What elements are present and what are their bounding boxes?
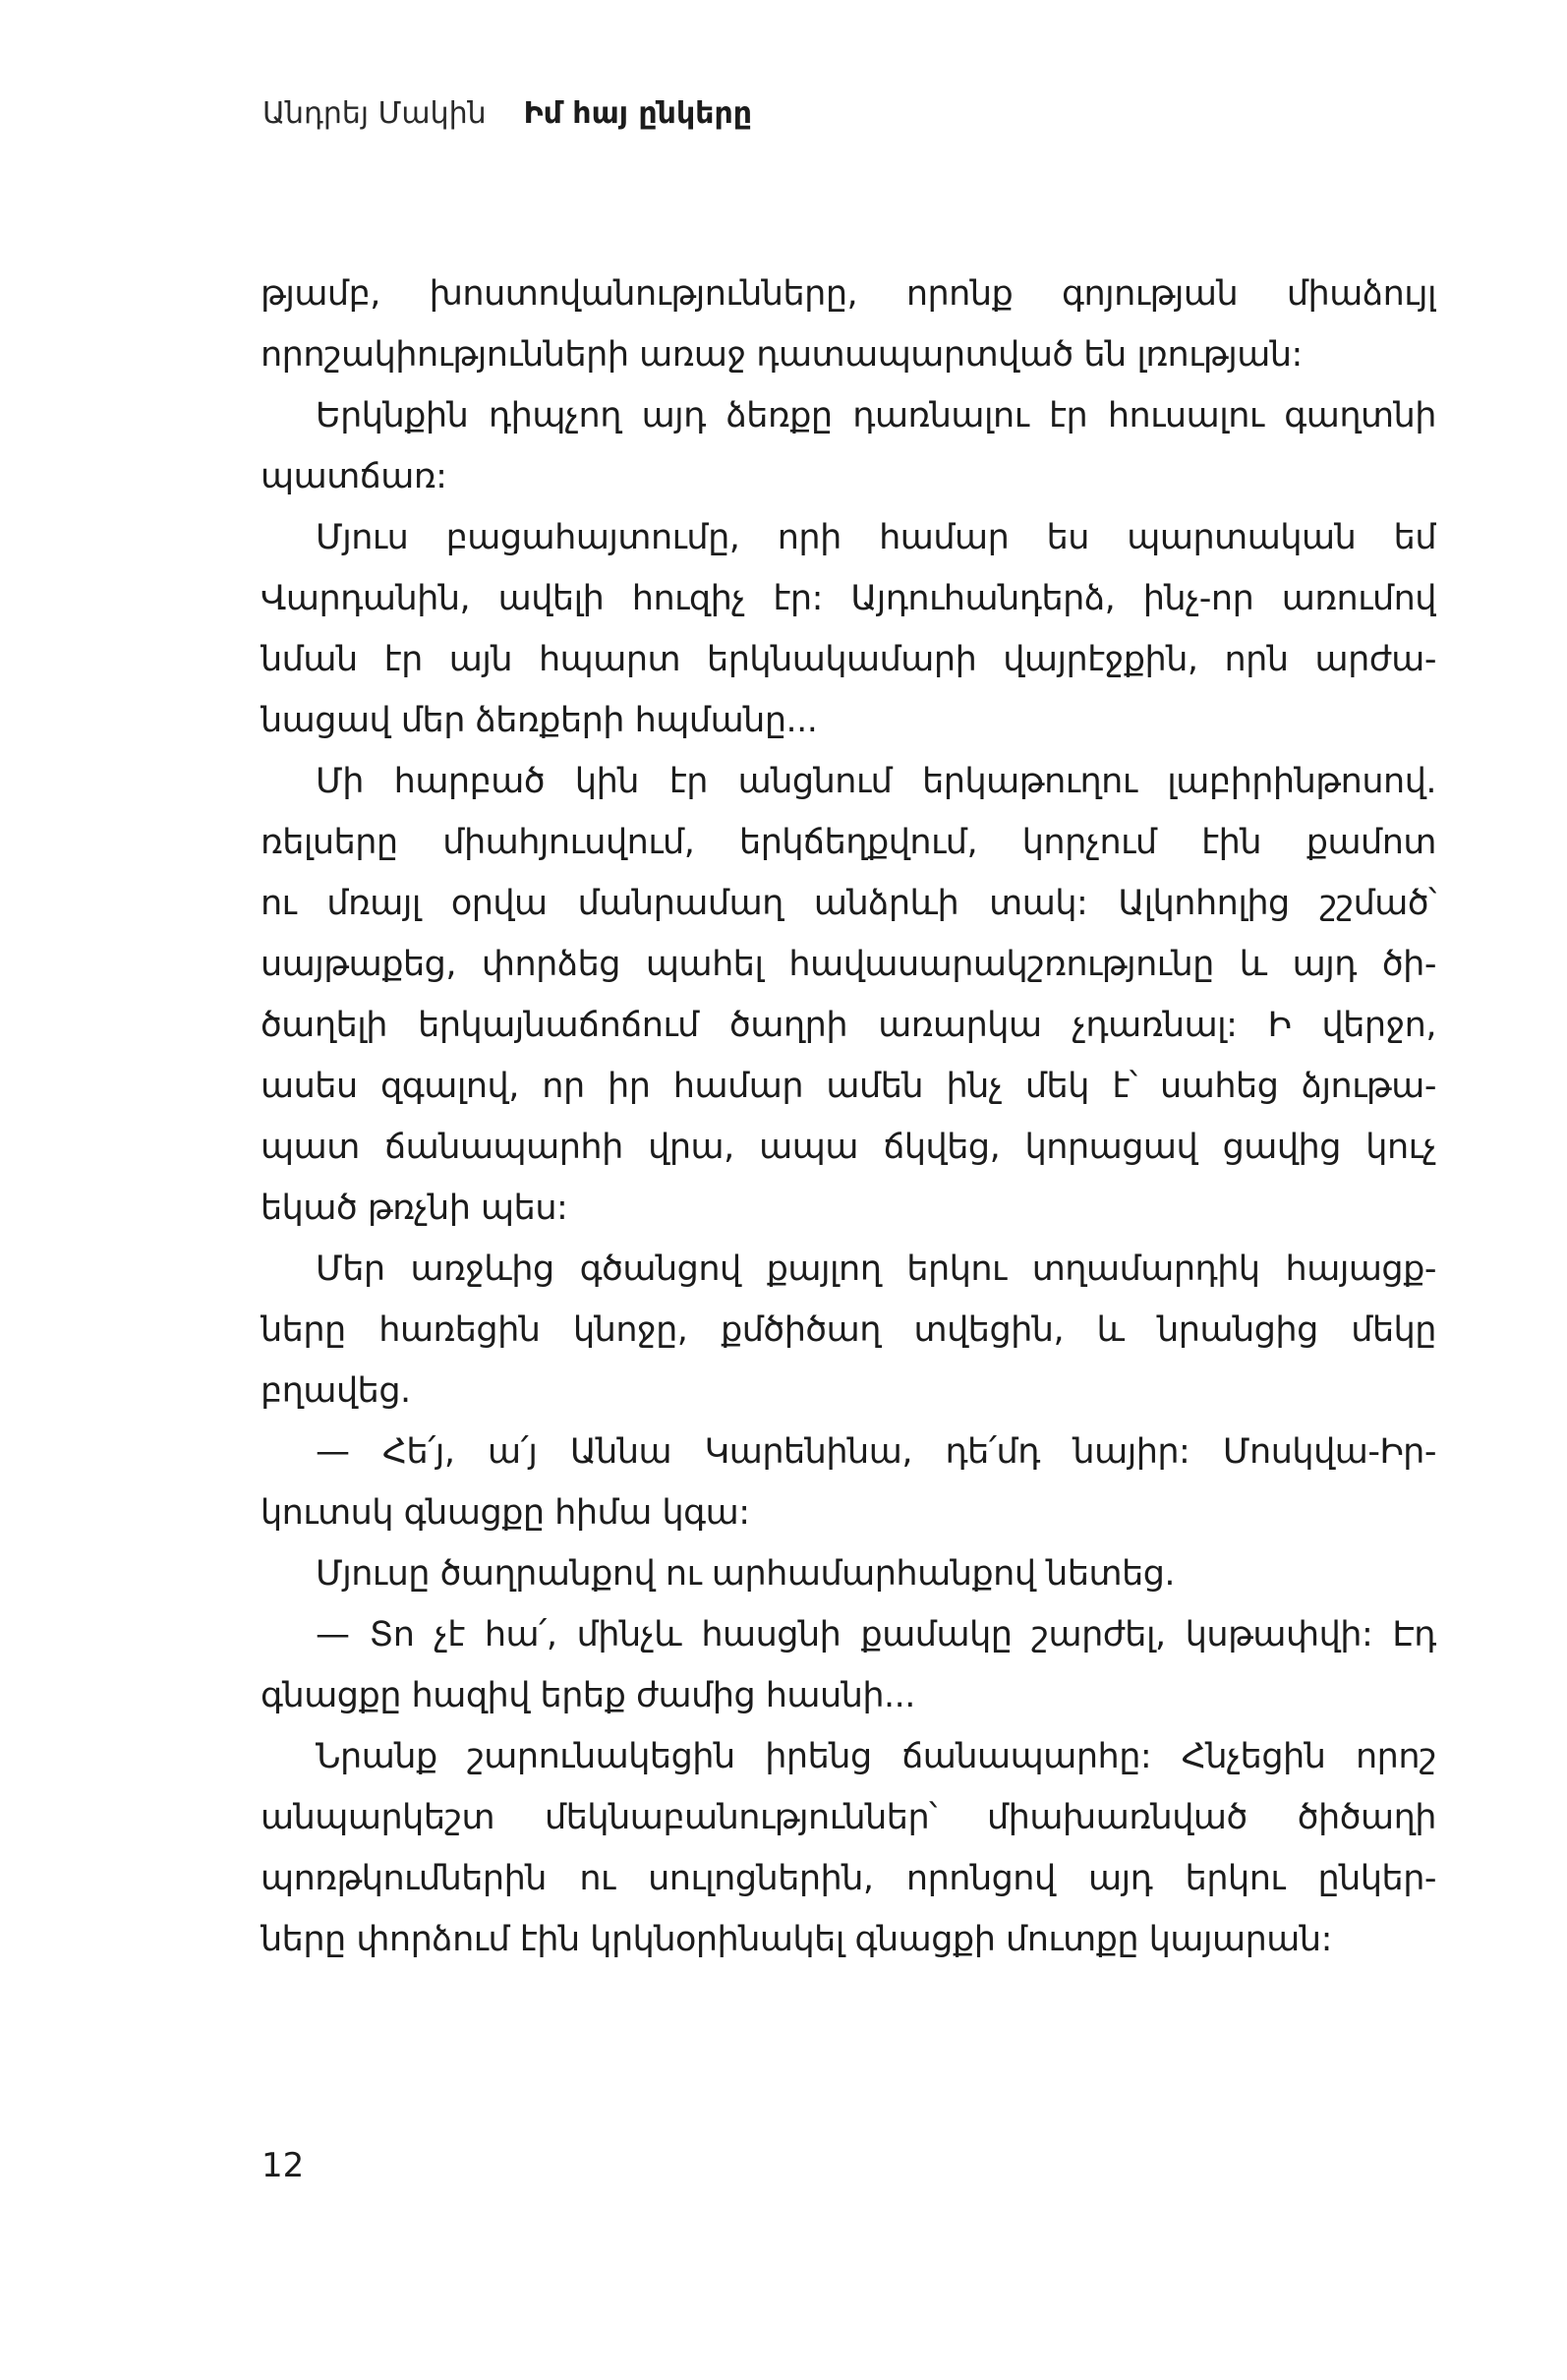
running-header <box>262 96 752 131</box>
text-line: անպարկեշտ մեկնաբանություններ՝ միախառնված ծիծաղի <box>261 1798 1436 1837</box>
page-number: 12 <box>261 2146 305 2185</box>
text-line: Մեր առջևից գծանցով քայլող երկու տղամարդիկ հայացք- <box>316 1249 1436 1289</box>
text-line: Մյուսը ծաղրանքով ու արհամարհանքով նետեց. <box>316 1554 1176 1594</box>
text-line: պատ ճանապարհի վրա, ապա ճկվեց, կորացավ ցավից կուչ <box>261 1128 1436 1167</box>
text-line: նացավ մեր ձեռքերի հպմանը... <box>261 701 818 740</box>
text-line: պատճառ: <box>261 457 447 496</box>
text-line: գնացքը հազիվ երեք ժամից հասնի... <box>261 1676 915 1715</box>
text-line: Մյուս բացահայտումը, որի համար ես պարտական եմ <box>316 518 1436 557</box>
text-line: նման էր այն հպարտ երկնակամարի վայրէջքին, որն արժա- <box>261 640 1436 679</box>
text-line: սայթաքեց, փորձեց պահել հավասարակշռությունը և այդ ծի- <box>261 945 1436 984</box>
text-line: Մի հարբած կին էր անցնում երկաթուղու լաբիրինթոսով. <box>316 762 1436 801</box>
text-line: եկած թռչնի պես: <box>261 1189 568 1228</box>
body-text <box>261 263 1436 1970</box>
text-line: — Տո չէ հա՛, մինչև հասցնի քամակը շարժել, կսթափվի: Էդ <box>316 1615 1436 1654</box>
text-line: ռելսերը միահյուսվում, երկճեղքվում, կորչում էին քամոտ <box>261 823 1436 862</box>
text-line: Նրանք շարունակեցին իրենց ճանապարհը: Հնչեցին որոշ <box>316 1737 1436 1776</box>
text-line: բղավեց. <box>261 1371 411 1411</box>
text-line: կուտսկ գնացքը հիմա կգա: <box>261 1493 750 1533</box>
text-line: թյամբ, խոստովանությունները, որոնք գոյության միաձույլ <box>261 274 1436 314</box>
author-name: Անդրեյ Մակին <box>262 96 487 131</box>
text-line: ու մռայլ օրվա մանրամաղ անձրևի տակ: Ալկոհոլից շշմած՝ <box>261 884 1436 923</box>
text-line: ծաղելի երկայնաճոճում ծաղրի առարկա չդառնալ: Ի վերջո, <box>261 1006 1436 1045</box>
text-line: պոռթկումներին ու սուլոցներին, որոնցով այդ երկու ընկեր- <box>261 1859 1436 1898</box>
text-line: — Հե՛յ, ա՛յ Աննա Կարենինա, դե՛մդ նայիր: Մոսկվա-Իր- <box>316 1432 1436 1472</box>
text-line: Երկնքին դիպչող այդ ձեռքը դառնալու էր հուսալու գաղտնի <box>316 396 1436 435</box>
text-line: ները փորձում էին կրկնօրինակել գնացքի մուտքը կայարան: <box>261 1920 1332 1959</box>
text-line: ները հառեցին կնոջը, քմծիծաղ տվեցին, և նրանցից մեկը <box>261 1310 1436 1350</box>
text-line: Վարդանին, ավելի հուզիչ էր: Այդուհանդերձ, ինչ-որ առումով <box>261 579 1436 618</box>
book-title: Իմ հայ ընկերը <box>523 96 753 131</box>
text-line: որոշակիությունների առաջ դատապարտված են լռության: <box>261 335 1303 375</box>
text-line: ասես զգալով, որ իր համար ամեն ինչ մեկ է՝ սահեց ձյութա- <box>261 1067 1436 1106</box>
